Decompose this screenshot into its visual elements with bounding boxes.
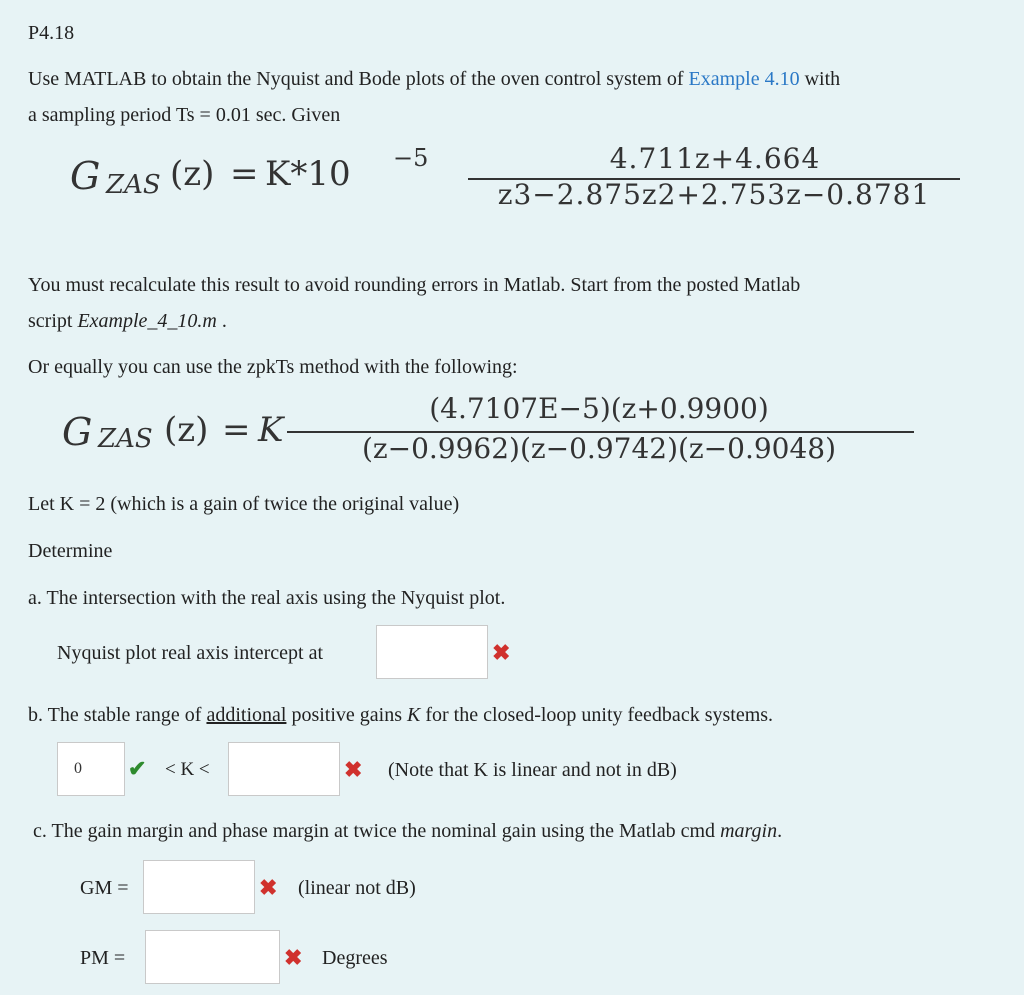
eq1-exponent: −5: [393, 144, 429, 172]
eq1-arg: (z): [170, 154, 215, 194]
gm-label: GM =: [80, 877, 129, 899]
script-name: Example_4_10.m: [77, 310, 217, 332]
eq1-sub: ZAS: [106, 170, 161, 200]
recalc-text: script: [28, 310, 78, 332]
part-b-question: [28, 703, 773, 727]
recalc-line1: You must recalculate this result to avoid rounding errors in Matlab. Start from the posted Matlab: [28, 274, 801, 296]
part-b-text: b. The stable range of: [28, 704, 207, 726]
recalc-line2: [28, 309, 227, 333]
upper-gain-input[interactable]: [228, 742, 340, 796]
part-b-k: K: [407, 704, 421, 726]
let-k-line: Let K = 2 (which is a gain of twice the original value): [28, 493, 460, 515]
part-c-cmd: margin: [720, 820, 778, 842]
cross-icon: ✖: [492, 640, 511, 665]
recalc-end: .: [216, 310, 227, 332]
intro-text: Use MATLAB to obtain the Nyquist and Bode plots of the oven control system of: [28, 68, 684, 90]
part-a-question: a. The intersection with the real axis using the Nyquist plot.: [28, 587, 506, 609]
eq1-numerator: 4.711z+4.664: [609, 142, 821, 175]
check-icon: ✔: [128, 756, 147, 781]
eq1-G: G: [70, 154, 101, 198]
part-b-end: for the closed-loop unity feedback systems.: [420, 704, 774, 726]
eq2-K: K: [258, 410, 284, 450]
part-a-label: Nyquist plot real axis intercept at: [57, 642, 324, 664]
intro-line2: a sampling period Ts = 0.01 sec. Given: [28, 104, 341, 126]
eq1-equals: =: [230, 154, 259, 194]
pm-label: PM =: [80, 947, 126, 969]
pm-note: Degrees: [322, 947, 388, 969]
phase-margin-input[interactable]: [145, 930, 280, 984]
part-b-note: (Note that K is linear and not in dB): [388, 759, 677, 781]
problem-id: P4.18: [28, 22, 75, 44]
equation-zpk: [62, 392, 962, 478]
eq2-arg: (z): [164, 410, 209, 450]
eq2-G: G: [62, 410, 93, 454]
eq1-k-factor: K*10: [265, 154, 351, 194]
between-label: < K <: [165, 759, 210, 780]
eq1-denominator: z3−2.875z2+2.753z−0.8781: [497, 178, 931, 211]
problem-intro: [28, 67, 840, 91]
cross-icon: ✖: [284, 945, 303, 970]
example-link[interactable]: Example 4.10: [688, 68, 800, 90]
nyquist-intercept-input[interactable]: [376, 625, 488, 679]
lower-gain-input[interactable]: [57, 742, 125, 796]
equation-transfer-function: [70, 142, 970, 211]
gain-margin-input[interactable]: [143, 860, 255, 914]
eq2-sub: ZAS: [98, 424, 153, 454]
part-b-mid: positive gains: [286, 704, 407, 726]
zpk-line: Or equally you can use the zpkTs method with the following:: [28, 356, 518, 378]
gm-note: (linear not dB): [298, 877, 416, 899]
eq2-equals: =: [222, 410, 251, 450]
cross-icon: ✖: [344, 757, 363, 782]
eq2-denominator: (z−0.9962)(z−0.9742)(z−0.9048): [361, 432, 837, 465]
determine-line: Determine: [28, 540, 113, 562]
eq2-numerator: (4.7107E−5)(z+0.9900): [429, 392, 769, 425]
part-c-end: .: [777, 820, 783, 842]
intro-text-end: with: [804, 68, 841, 90]
part-c-question: [33, 819, 782, 843]
cross-icon: ✖: [259, 875, 278, 900]
part-c-text: c. The gain margin and phase margin at twice the nominal gain using the Matlab cmd: [33, 820, 721, 842]
part-b-additional: additional: [206, 704, 287, 726]
